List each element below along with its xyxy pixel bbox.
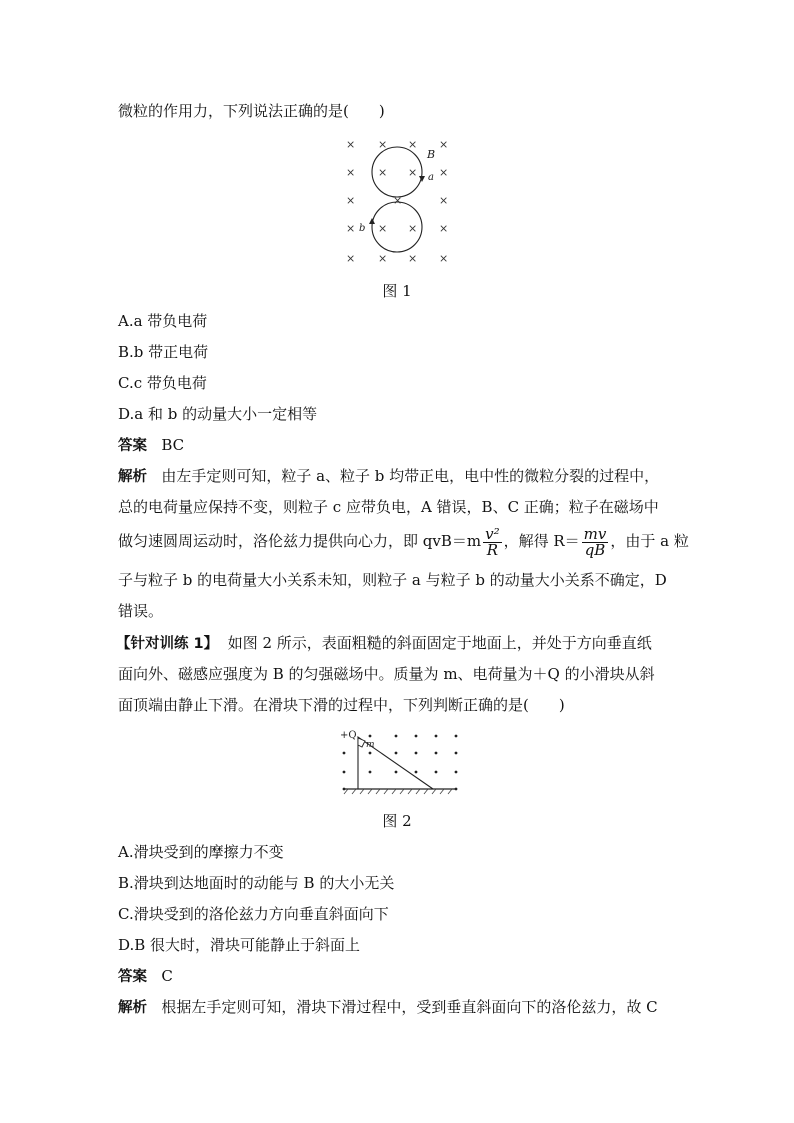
analysis-label: 解析 bbox=[118, 469, 147, 485]
cross-mark: × bbox=[439, 252, 449, 265]
cross-mark: × bbox=[346, 222, 356, 235]
cross-mark: × bbox=[346, 138, 356, 151]
training-text: 如图 2 所示，表面粗糙的斜面固定于地面上，并处于方向垂直纸 bbox=[227, 634, 652, 652]
figure-1 bbox=[338, 134, 458, 266]
fraction-v2-R bbox=[483, 524, 502, 559]
cross-mark: × bbox=[378, 138, 388, 151]
cross-mark: × bbox=[393, 194, 403, 207]
option-2-b: B.滑块到达地面时的动能与 B 的大小无关 bbox=[118, 874, 395, 892]
cross-mark: × bbox=[408, 166, 418, 179]
answer-label: 答案 bbox=[118, 969, 147, 985]
ground-hatching bbox=[344, 789, 452, 794]
cross-mark: × bbox=[346, 252, 356, 265]
option-2-c: C.滑块受到的洛伦兹力方向垂直斜面向下 bbox=[118, 905, 389, 923]
slider-block bbox=[358, 738, 365, 747]
formula-text: 做匀速圆周运动时，洛伦兹力提供向心力，即 qvB＝m bbox=[118, 532, 482, 550]
fraction-numerator: v² bbox=[485, 524, 500, 543]
option-a: A.a 带负电荷 bbox=[118, 312, 208, 330]
analysis-text: 由左手定则可知，粒子 a、粒子 b 均带正电，电中性的微粒分裂的过程中， bbox=[161, 467, 660, 485]
cross-mark: × bbox=[408, 138, 418, 151]
cross-mark: × bbox=[346, 194, 356, 207]
cross-mark: × bbox=[378, 222, 388, 235]
analysis-1-line-1 bbox=[118, 465, 659, 488]
cross-mark: × bbox=[439, 222, 449, 235]
fraction-denominator: qB bbox=[584, 540, 606, 559]
option-d: D.a 和 b 的动量大小一定相等 bbox=[118, 405, 318, 423]
formula-text: ，解得 R＝ bbox=[503, 532, 580, 550]
label-Q: +Q bbox=[340, 730, 357, 741]
formula-text: ，由于 a 粒 bbox=[610, 532, 689, 550]
cross-mark: × bbox=[378, 252, 388, 265]
figure-2-caption: 图 2 bbox=[382, 812, 412, 830]
cross-mark: × bbox=[439, 194, 449, 207]
answer-value: BC bbox=[161, 436, 185, 454]
fraction-denominator: R bbox=[486, 540, 498, 559]
analysis-1-line-4: 子与粒子 b 的电荷量大小关系未知，则粒子 a 与粒子 b 的动量大小关系不确定，D bbox=[118, 571, 667, 589]
label-b: b bbox=[359, 223, 366, 234]
analysis-text: 根据左手定则可知，滑块下滑过程中，受到垂直斜面向下的洛伦兹力，故 C bbox=[161, 998, 658, 1016]
figure-1-caption: 图 1 bbox=[382, 282, 412, 300]
cross-mark: × bbox=[408, 222, 418, 235]
fraction-mv-qB bbox=[582, 524, 609, 559]
option-2-d: D.B 很大时，滑块可能静止于斜面上 bbox=[118, 936, 361, 954]
analysis-label: 解析 bbox=[118, 1000, 147, 1016]
label-B: B bbox=[427, 148, 436, 161]
figure-2 bbox=[336, 727, 460, 799]
answer-label: 答案 bbox=[118, 438, 147, 454]
answer-2 bbox=[118, 965, 173, 988]
training-1-line-2: 面向外、磁感应强度为 B 的匀强磁场中。质量为 m、电荷量为＋Q 的小滑块从斜 bbox=[118, 665, 655, 683]
cross-mark: × bbox=[439, 138, 449, 151]
fraction-numerator: mv bbox=[583, 524, 607, 543]
intro-line: 微粒的作用力，下列说法正确的是( ) bbox=[118, 102, 385, 120]
analysis-1-line-3 bbox=[118, 526, 689, 558]
arrow-b-icon bbox=[369, 218, 375, 224]
analysis-1-line-5: 错误。 bbox=[118, 602, 164, 620]
option-2-a: A.滑块受到的摩擦力不变 bbox=[118, 843, 284, 861]
cross-mark: × bbox=[346, 166, 356, 179]
label-a: a bbox=[428, 172, 434, 183]
answer-value: C bbox=[161, 967, 173, 985]
training-1-line-1 bbox=[116, 632, 652, 655]
option-c: C.c 带负电荷 bbox=[118, 374, 207, 392]
analysis-1-line-2: 总的电荷量应保持不变，则粒子 c 应带负电，A 错误，B、C 正确；粒子在磁场中 bbox=[118, 498, 659, 516]
training-label: 【针对训练 1】 bbox=[116, 636, 219, 652]
analysis-2-line-1 bbox=[118, 996, 658, 1019]
cross-mark: × bbox=[439, 166, 449, 179]
cross-mark: × bbox=[378, 166, 388, 179]
option-b: B.b 带正电荷 bbox=[118, 343, 209, 361]
answer-1 bbox=[118, 434, 184, 457]
label-m: m bbox=[366, 740, 375, 750]
training-1-line-3: 面顶端由静止下滑。在滑块下滑的过程中，下列判断正确的是( ) bbox=[118, 696, 565, 714]
cross-mark: × bbox=[408, 252, 418, 265]
